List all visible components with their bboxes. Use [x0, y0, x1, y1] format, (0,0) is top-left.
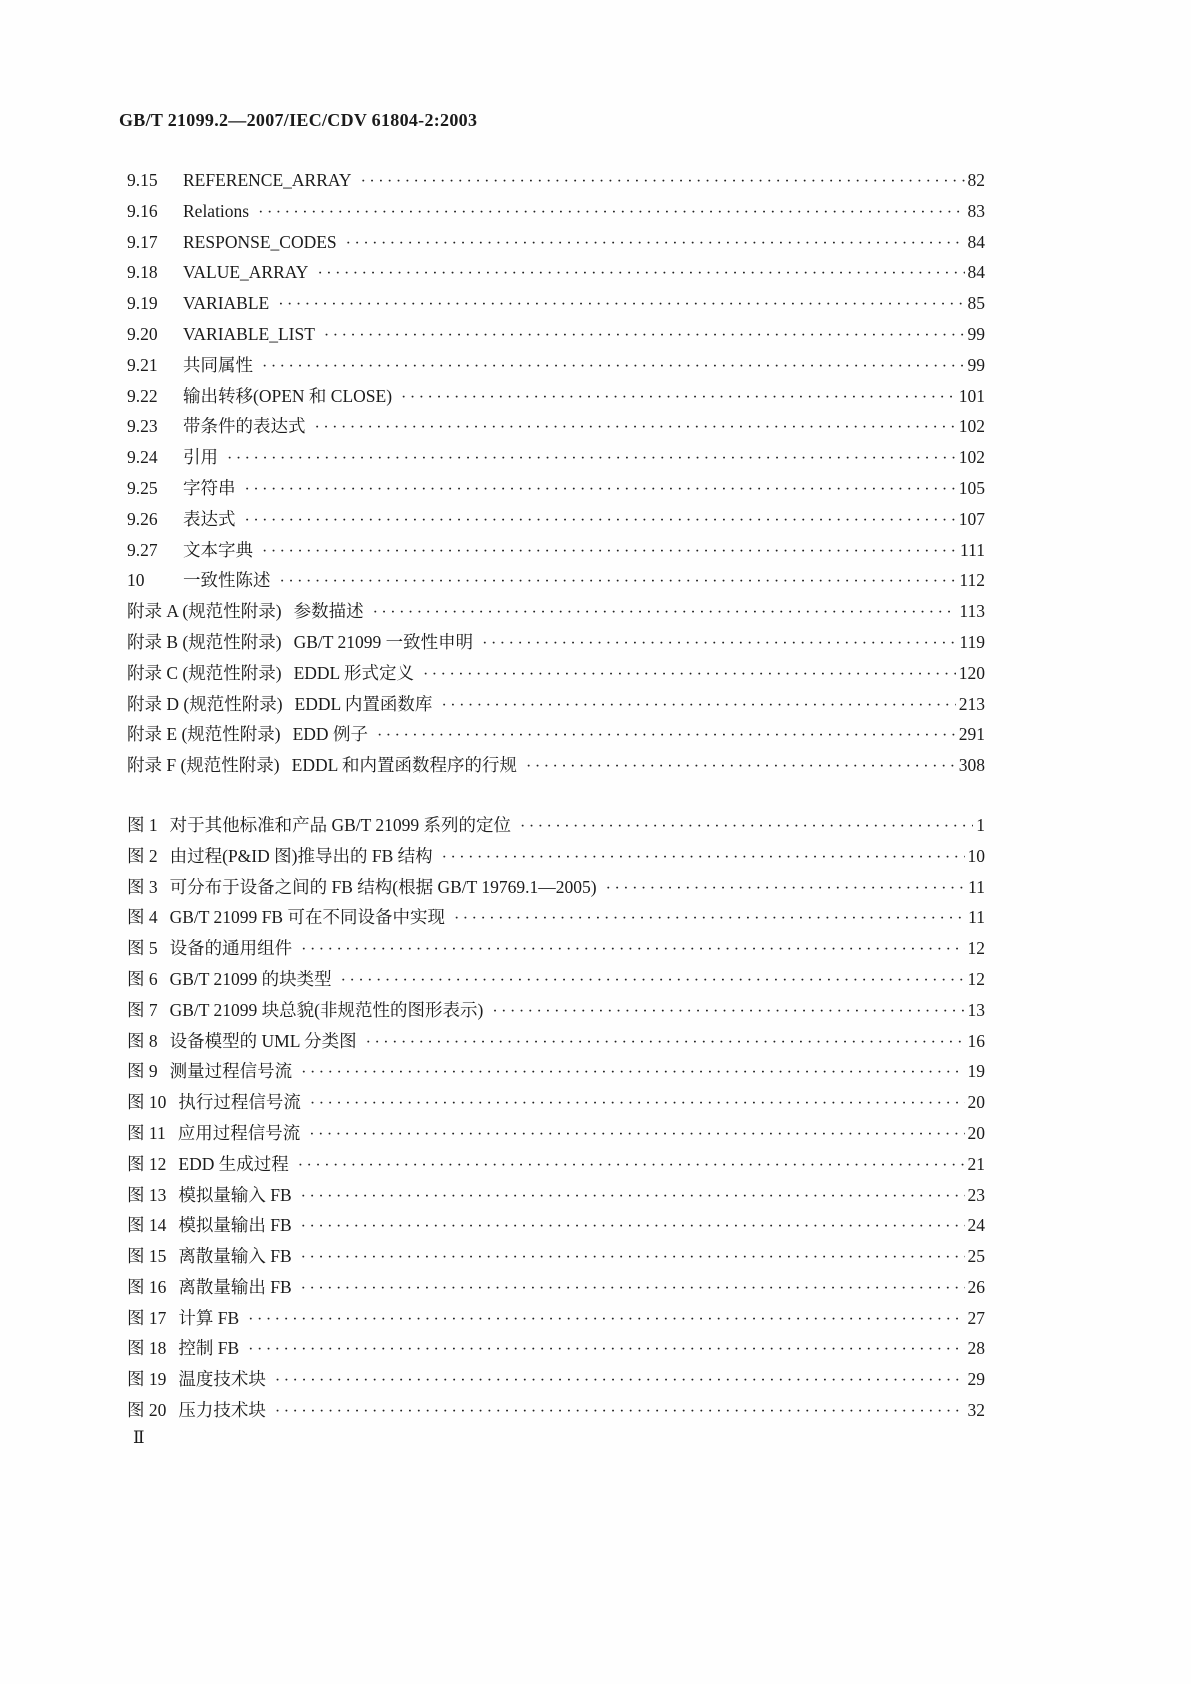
leader-dots — [248, 1303, 964, 1336]
toc-entry-page: 119 — [959, 631, 985, 652]
toc-entry-label: Relations — [183, 200, 250, 221]
toc-entry-label: 文本字典 — [183, 539, 253, 560]
figure-entry-page: 1 — [976, 814, 985, 835]
figure-entry-label: EDD 生成过程 — [178, 1153, 289, 1174]
figure-entry-page: 20 — [967, 1122, 985, 1143]
toc-entry-number: 附录 C (规范性附录) — [127, 662, 282, 683]
toc-entry-label: RESPONSE_CODES — [183, 231, 337, 252]
leader-dots — [301, 933, 964, 966]
toc-entry — [127, 565, 985, 596]
figure-entry-label: 模拟量输出 FB — [178, 1215, 292, 1236]
toc-entry-number: 附录 A (规范性附录) — [127, 601, 282, 622]
toc-entry-number: 9.16 — [127, 200, 158, 221]
leader-dots — [324, 319, 965, 352]
figure-entry — [127, 1026, 985, 1057]
toc-entry — [127, 227, 985, 258]
toc-entry-number: 附录 E (规范性附录) — [127, 724, 281, 745]
figure-entry-page: 24 — [967, 1215, 985, 1236]
leader-dots — [275, 1395, 965, 1428]
toc-entry — [127, 442, 985, 473]
figure-entry-number: 图 12 — [127, 1153, 167, 1174]
figure-entry-page: 27 — [967, 1307, 985, 1328]
leader-dots — [262, 535, 957, 568]
figure-entry-number: 图 20 — [127, 1400, 167, 1421]
figure-entry-label: 设备模型的 UML 分类图 — [169, 1030, 357, 1051]
leader-dots — [310, 1087, 965, 1120]
figure-entry-page: 13 — [967, 999, 985, 1020]
leader-dots — [441, 689, 955, 722]
figure-entry-number: 图 13 — [127, 1184, 167, 1205]
toc-entry-number: 9.26 — [127, 508, 158, 529]
figure-entry-page: 12 — [967, 968, 985, 989]
toc-entry — [127, 596, 985, 627]
toc-entry-label: 一致性陈述 — [183, 570, 271, 591]
figure-entry-page: 32 — [967, 1400, 985, 1421]
figure-entry-page: 11 — [968, 907, 985, 928]
toc-entry-number: 9.21 — [127, 354, 158, 375]
figure-entry-label: 压力技术块 — [178, 1400, 266, 1421]
leader-dots — [275, 1364, 965, 1397]
figure-entry — [127, 933, 985, 964]
figure-entry-number: 图 19 — [127, 1369, 167, 1390]
toc-entry-page: 99 — [967, 323, 985, 344]
toc-entry-label: REFERENCE_ARRAY — [183, 170, 352, 190]
toc-entry — [127, 627, 985, 658]
table-of-contents — [127, 165, 985, 1426]
toc-entry — [127, 196, 985, 227]
toc-entry-label: EDDL 内置函数库 — [294, 693, 433, 714]
document-header-title: GB/T 21099.2—2007/IEC/CDV 61804-2:2003 — [119, 110, 478, 130]
leader-dots — [278, 288, 964, 321]
figure-entry-label: 离散量输入 FB — [178, 1246, 292, 1267]
toc-entry-label: 表达式 — [183, 508, 236, 529]
toc-entry — [127, 689, 985, 720]
leader-dots — [301, 1272, 965, 1305]
figure-entry-page: 23 — [967, 1184, 985, 1205]
figure-entry-label: 测量过程信号流 — [169, 1061, 293, 1082]
toc-entry-label: EDDL 和内置函数程序的行规 — [291, 755, 518, 776]
toc-entry-page: 113 — [959, 601, 985, 622]
leader-dots — [373, 596, 957, 629]
figure-entry — [127, 1149, 985, 1180]
toc-entry-page: 291 — [958, 724, 985, 745]
toc-entry — [127, 658, 985, 689]
leader-dots — [377, 719, 956, 752]
leader-dots — [280, 565, 957, 598]
toc-entry-number: 9.22 — [127, 385, 158, 406]
toc-entry-label: VALUE_ARRAY — [183, 262, 309, 283]
toc-entry-page: 102 — [958, 416, 985, 437]
leader-dots — [520, 810, 973, 843]
figure-entry-number: 图 7 — [127, 999, 158, 1020]
toc-entry-page: 112 — [959, 570, 985, 591]
leader-dots — [245, 504, 956, 537]
leader-dots — [309, 1118, 964, 1151]
toc-entry-page: 85 — [967, 293, 985, 314]
leader-dots — [248, 1333, 964, 1366]
figure-entry — [127, 872, 985, 903]
toc-entry-number: 9.15 — [127, 170, 158, 190]
leader-dots — [227, 442, 956, 475]
figure-entry — [127, 1087, 985, 1118]
toc-entry — [127, 504, 985, 535]
figure-entry-page: 12 — [967, 938, 985, 959]
figure-entry — [127, 964, 985, 995]
toc-entry-page: 101 — [958, 385, 985, 406]
figure-entry-label: 应用过程信号流 — [177, 1122, 301, 1143]
leader-dots — [401, 381, 956, 414]
leader-dots — [366, 1026, 965, 1059]
leader-dots — [361, 165, 965, 198]
leader-dots — [245, 473, 956, 506]
figure-entry-number: 图 1 — [127, 814, 158, 835]
figure-entry-label: 可分布于设备之间的 FB 结构(根据 GB/T 19769.1—2005) — [169, 876, 597, 897]
toc-entry — [127, 165, 985, 196]
figure-entry-page: 19 — [967, 1061, 985, 1082]
figure-entry-page: 28 — [967, 1338, 985, 1359]
leader-dots — [258, 196, 964, 229]
toc-entry — [127, 288, 985, 319]
toc-entry-number: 附录 F (规范性附录) — [127, 755, 280, 776]
figure-entry-label: 由过程(P&ID 图)推导出的 FB 结构 — [169, 845, 433, 866]
footer-page-number: Ⅱ — [133, 1428, 145, 1447]
figure-entry-number: 图 18 — [127, 1338, 167, 1359]
figure-entry — [127, 1395, 985, 1426]
toc-entry-label: 输出转移(OPEN 和 CLOSE) — [183, 385, 393, 406]
leader-dots — [301, 1210, 965, 1243]
toc-entry-number: 9.25 — [127, 477, 158, 498]
figure-entry — [127, 1303, 985, 1334]
figure-entry-label: 离散量输出 FB — [178, 1276, 292, 1297]
toc-entry-number: 9.27 — [127, 539, 158, 560]
figure-entry-label: 模拟量输入 FB — [178, 1184, 292, 1205]
figure-entry — [127, 1364, 985, 1395]
leader-dots — [341, 964, 965, 997]
figure-entry-page: 10 — [967, 845, 985, 866]
leader-dots — [301, 1241, 965, 1274]
toc-entry — [127, 257, 985, 288]
leader-dots — [606, 872, 966, 905]
toc-entry-label: 字符串 — [183, 477, 236, 498]
figure-entry-number: 图 17 — [127, 1307, 167, 1328]
toc-entry-page: 99 — [967, 354, 985, 375]
toc-entry — [127, 535, 985, 566]
figure-entry-number: 图 16 — [127, 1276, 167, 1297]
figure-entry-label: 对于其他标准和产品 GB/T 21099 系列的定位 — [169, 814, 512, 835]
toc-entry — [127, 350, 985, 381]
figure-entry-page: 29 — [967, 1369, 985, 1390]
toc-entry-number: 附录 B (规范性附录) — [127, 631, 282, 652]
figure-entry-number: 图 10 — [127, 1092, 167, 1113]
figure-entry-label: 设备的通用组件 — [169, 938, 293, 959]
figure-entry — [127, 1333, 985, 1364]
figure-entry-number: 图 5 — [127, 938, 158, 959]
figure-entry — [127, 902, 985, 933]
figure-entry-label: 计算 FB — [178, 1307, 240, 1328]
figure-entry — [127, 1272, 985, 1303]
figure-entry-number: 图 2 — [127, 845, 158, 866]
figure-entry-number: 图 4 — [127, 907, 158, 928]
toc-entry-label: GB/T 21099 一致性申明 — [293, 631, 474, 652]
toc-entry-page: 82 — [967, 170, 985, 190]
toc-entry-page: 308 — [958, 755, 985, 776]
toc-chapters-section — [127, 165, 985, 781]
toc-entry-number: 9.17 — [127, 231, 158, 252]
figure-entry — [127, 841, 985, 872]
leader-dots — [454, 902, 965, 935]
toc-entry — [127, 750, 985, 781]
figure-entry — [127, 995, 985, 1026]
figure-entry-number: 图 11 — [127, 1122, 166, 1143]
leader-dots — [423, 658, 956, 691]
leader-dots — [526, 750, 956, 783]
figure-entry-label: 控制 FB — [178, 1338, 240, 1359]
figure-entry-label: GB/T 21099 块总貌(非规范性的图形表示) — [169, 999, 484, 1020]
toc-entry-number: 9.23 — [127, 416, 158, 437]
toc-entry — [127, 319, 985, 350]
figure-entry-page: 21 — [967, 1153, 985, 1174]
leader-dots — [298, 1149, 965, 1182]
figure-entry-page: 25 — [967, 1246, 985, 1267]
toc-entry-page: 84 — [967, 262, 985, 283]
figure-entry-label: GB/T 21099 的块类型 — [169, 968, 332, 989]
toc-entry-number: 9.20 — [127, 323, 158, 344]
toc-entry-label: 共同属性 — [183, 354, 253, 375]
leader-dots — [301, 1180, 965, 1213]
leader-dots — [317, 257, 964, 290]
toc-entry-number: 9.18 — [127, 262, 158, 283]
figure-entry-page: 16 — [967, 1030, 985, 1051]
toc-entry — [127, 473, 985, 504]
leader-dots — [346, 227, 965, 260]
figure-entry-page: 11 — [968, 876, 985, 897]
figure-entry-number: 图 3 — [127, 876, 158, 897]
toc-entry-page: 105 — [958, 477, 985, 498]
toc-entry — [127, 381, 985, 412]
toc-entry-label: 引用 — [183, 447, 218, 468]
figure-entry-label: 温度技术块 — [178, 1369, 266, 1390]
toc-entry-label: EDD 例子 — [292, 724, 368, 745]
toc-entry-page: 84 — [967, 231, 985, 252]
toc-entry-page: 107 — [958, 508, 985, 529]
figure-entry — [127, 1056, 985, 1087]
toc-entry-page: 120 — [958, 662, 985, 683]
toc-entry-page: 111 — [960, 539, 985, 560]
figure-entry — [127, 810, 985, 841]
toc-entry-label: VARIABLE — [183, 293, 270, 314]
toc-entry-page: 213 — [958, 693, 985, 714]
figure-entry-number: 图 6 — [127, 968, 158, 989]
figure-entry-number: 图 14 — [127, 1215, 167, 1236]
figure-entry-number: 图 9 — [127, 1061, 158, 1082]
toc-entry-label: VARIABLE_LIST — [183, 323, 315, 344]
toc-entry-number: 10 — [127, 570, 145, 591]
toc-entry — [127, 411, 985, 442]
figure-entry-number: 图 15 — [127, 1246, 167, 1267]
leader-dots — [442, 841, 965, 874]
figure-entry-page: 20 — [967, 1092, 985, 1113]
figure-entry — [127, 1180, 985, 1211]
leader-dots — [262, 350, 965, 383]
toc-entry-number: 9.24 — [127, 447, 158, 468]
toc-entry — [127, 719, 985, 750]
figure-entry-label: 执行过程信号流 — [178, 1092, 301, 1113]
toc-entry-number: 9.19 — [127, 293, 158, 314]
toc-entry-label: 参数描述 — [293, 601, 364, 622]
leader-dots — [482, 627, 956, 660]
figure-entry-label: GB/T 21099 FB 可在不同设备中实现 — [169, 907, 445, 928]
figure-entry — [127, 1210, 985, 1241]
leader-dots — [301, 1056, 964, 1089]
toc-entry-label: EDDL 形式定义 — [293, 662, 414, 683]
toc-figures-section — [127, 810, 985, 1426]
figure-entry — [127, 1118, 985, 1149]
figure-entry — [127, 1241, 985, 1272]
toc-entry-label: 带条件的表达式 — [183, 416, 306, 437]
leader-dots — [492, 995, 964, 1028]
leader-dots — [315, 411, 956, 444]
figure-entry-number: 图 8 — [127, 1030, 158, 1051]
toc-entry-page: 102 — [958, 447, 985, 468]
toc-entry-number: 附录 D (规范性附录) — [127, 693, 283, 714]
figure-entry-page: 26 — [967, 1276, 985, 1297]
toc-entry-page: 83 — [967, 200, 985, 221]
